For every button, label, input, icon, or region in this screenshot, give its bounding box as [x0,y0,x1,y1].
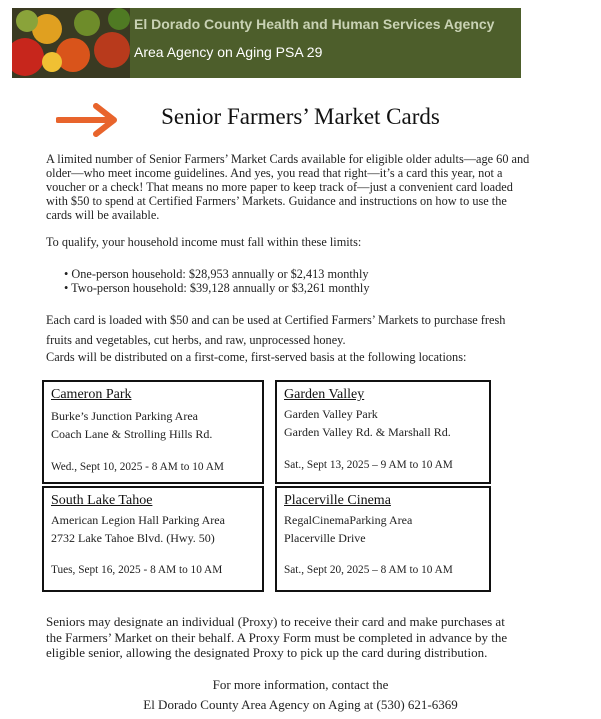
distribution-text: Cards will be distributed on a first-come, first-served basis at the following locations: [46,350,467,364]
location-address: Garden Valley Rd. & Marshall Rd. [284,425,451,439]
location-venue: American Legion Hall Parking Area [51,513,225,527]
intro-paragraph [46,152,594,222]
location-venue: Burke’s Junction Parking Area [51,409,198,423]
qualify-text: To qualify, your household income must fall within these limits: [46,235,362,249]
location-name: South Lake Tahoe [51,493,153,508]
location-card-cameron-park [42,380,264,484]
intro-line: with $50 to spend at Certified Farmers’ Markets. Guidance and instructions on how to use the [46,194,507,208]
location-venue: Garden Valley Park [284,407,378,421]
location-name: Garden Valley [284,387,365,402]
agency-name: El Dorado County Health and Human Services Agency [134,16,495,32]
intro-line: A limited number of Senior Farmers’ Market Cards available for eligible older adults—age 60 and [46,152,530,166]
location-address: Coach Lane & Strolling Hills Rd. [51,427,213,441]
intro-line: cards will be available. [46,208,160,222]
page-title: Senior Farmers’ Market Cards [161,104,440,129]
contact-heading: For more information, contact the [212,677,389,692]
proxy-line: Seniors may designate an individual (Proxy) to receive their card and make purchases at [46,614,505,629]
income-limit-item: • Two-person household: $39,128 annually or $3,261 monthly [64,281,370,295]
proxy-line: the Farmers’ Market on their behalf. A Proxy Form must be completed in advance by the [46,629,508,645]
proxy-paragraph [46,614,594,661]
intro-line: older—who meet income guidelines. And yes, you read that right—it’s a card this year, not a [46,166,503,180]
proxy-line: eligible senior, allowing the designated Proxy to pick up the card during distribution. [46,645,488,660]
location-venue: RegalCinemaParking Area [284,513,413,527]
location-address: 2732 Lake Tahoe Blvd. (Hwy. 50) [51,531,215,545]
location-address: Placerville Drive [284,531,366,545]
location-date: Sat., Sept 20, 2025 – 8 AM to 10 AM [284,564,453,576]
location-date: Wed., Sept 10, 2025 - 8 AM to 10 AM [51,461,224,473]
income-limit-item: • One-person household: $28,953 annually or $2,413 monthly [64,267,369,281]
card-info-line: fruits and vegetables, cut herbs, and raw, unprocessed honey. [46,333,346,347]
location-date: Sat., Sept 13, 2025 – 9 AM to 10 AM [284,459,453,471]
card-info-line: Each card is loaded with $50 and can be used at Certified Farmers’ Markets to purchase fresh [46,313,506,327]
location-card-south-lake-tahoe [42,486,264,592]
vegetables-image [12,8,130,78]
card-info-paragraph [46,310,594,350]
contact-phone: El Dorado County Area Agency on Aging at (530) 621-6369 [143,697,458,712]
location-date: Tues, Sept 16, 2025 - 8 AM to 10 AM [51,564,223,576]
header-banner [12,8,521,78]
location-name: Cameron Park [51,387,132,402]
location-card-placerville-cinema [275,486,491,592]
location-card-garden-valley [275,380,491,484]
agency-subtitle: Area Agency on Aging PSA 29 [134,44,323,60]
income-limits-list [64,267,370,295]
intro-line: voucher or a check! That means no more paper to keep track of—just a convenient card loaded [46,180,513,194]
location-name: Placerville Cinema [284,493,391,508]
